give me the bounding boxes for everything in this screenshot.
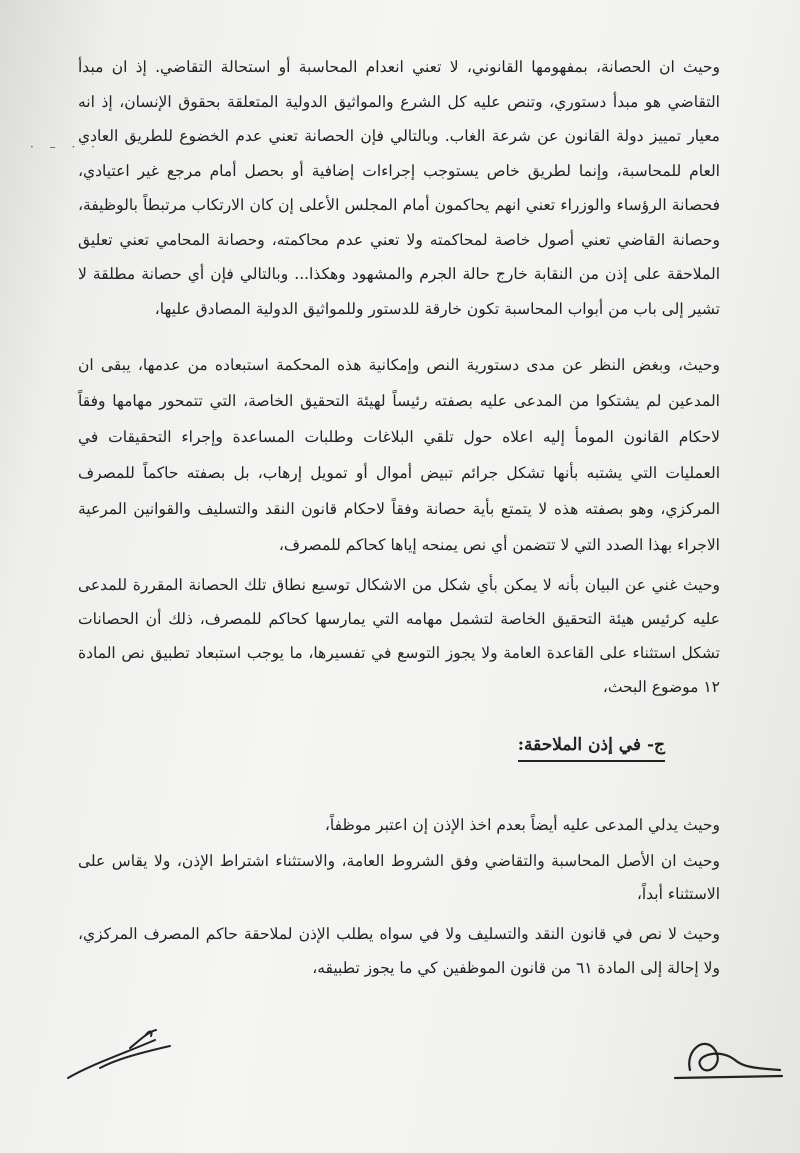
signature-right (670, 1020, 790, 1090)
paragraph-text: وحيث ان الأصل المحاسبة والتقاضي وفق الشروط العامة، والاستثناء اشتراط الإذن، ولا يقاس على الاستثناء أبداً، (78, 852, 720, 903)
paragraph-text: وحيث، وبغض النظر عن مدى دستورية النص وإمكانية هذه المحكمة استبعاده من عدمها، يبقى ان المدعين لم يشتكوا من المدعى عليه بصفته رئيساً لهيئة التحقيق الخاصة، التي تتمحور مهامها وفقاً لاحكام القانون المومأ إليه اعلاه حول تلقي البلاغات وطلبات المساعدة وإجراء التحقيقات في العمليات التي يشتبه بأنها تشكل جرائم تبيض أموال أو تمويل إرهاب، بل بصفته حاكماً للمصرف المركزي، وهو بصفته هذه لا يتمتع بأية حصانة وفقاً لاحكام قانون النقد والتسليف والقوانين المرعية الاجراء بهذا الصدد التي لا تتضمن أي نص يمنحه إياها كحاكم للمصرف، (78, 356, 720, 554)
paragraph-text: وحيث غني عن البيان بأنه لا يمكن بأي شكل من الاشكال توسيع نطاق تلك الحصانة المقررة للمدعى عليه كرئيس هيئة التحقيق الخاصة لتشمل مهامه التي يمارسها كحاكم للمصرف، ذلك أن الحصانات تشكل استثناء على القاعدة العامة ولا يجوز التوسع في تفسيرها، ما يوجب استبعاد تطبيق نص المادة ١٢ موضوع البحث، (78, 576, 720, 696)
paragraph-permission-claim (78, 808, 720, 842)
paragraph-text: وحيث يدلي المدعى عليه أيضاً بعدم اخذ الإذن إن اعتبر موظفاً، (324, 816, 720, 834)
paragraph-text: وحيث ان الحصانة، بمفهومها القانوني، لا تعني انعدام المحاسبة أو استحالة التقاضي. إذ ان مبدأ التقاضي هو مبدأ دستوري، وتنص عليه كل الشرع والمواثيق الدولية المتعلقة بحقوق الإنسان، إذ انه معيار تمييز دولة القانون عن شرعة الغاب. وبالتالي فإن الحصانة تعني عدم الخضوع للطريق العادي العام للمحاسبة، وإنما لطريق خاص يستوجب إجراءات إضافية أو بحصل أمام مرجع غير اعتيادي، فحصانة الرؤساء والوزراء تعني انهم يحاكمون أمام المجلس الأعلى إن كان الارتكاب مرتبطاً بالوظيفة، وحصانة القاضي تعني أصول خاصة لمحاكمته ولا تعني عدم محاكمته، وحصانة المحامي تعني تعليق الملاحقة على إذن من النقابة خارج حالة الجرم والمشهود وهكذا... وبالتالي فإن أي حصانة مطلقة لا تشير إلى باب من أبواب المحاسبة تكون خارقة للدستور وللمواثيق الدولية المصادق عليها، (78, 58, 720, 318)
paragraph-constitutionality (78, 347, 720, 563)
paragraph-immunity-definition (78, 50, 720, 326)
paragraph-text: وحيث لا نص في قانون النقد والتسليف ولا في سواه يطلب الإذن لملاحقة حاكم المصرف المركزي، ولا إحالة إلى المادة ٦١ من قانون الموظفين كي ما يجوز تطبيقه، (78, 925, 720, 977)
section-heading: ج- في إذن الملاحقة: (518, 732, 665, 762)
paragraph-no-text (78, 917, 720, 985)
signature-left (60, 1010, 180, 1090)
paragraph-general-rule (78, 845, 720, 911)
paragraph-scope-of-immunity (78, 568, 720, 704)
margin-marks: · – · · (30, 140, 101, 154)
